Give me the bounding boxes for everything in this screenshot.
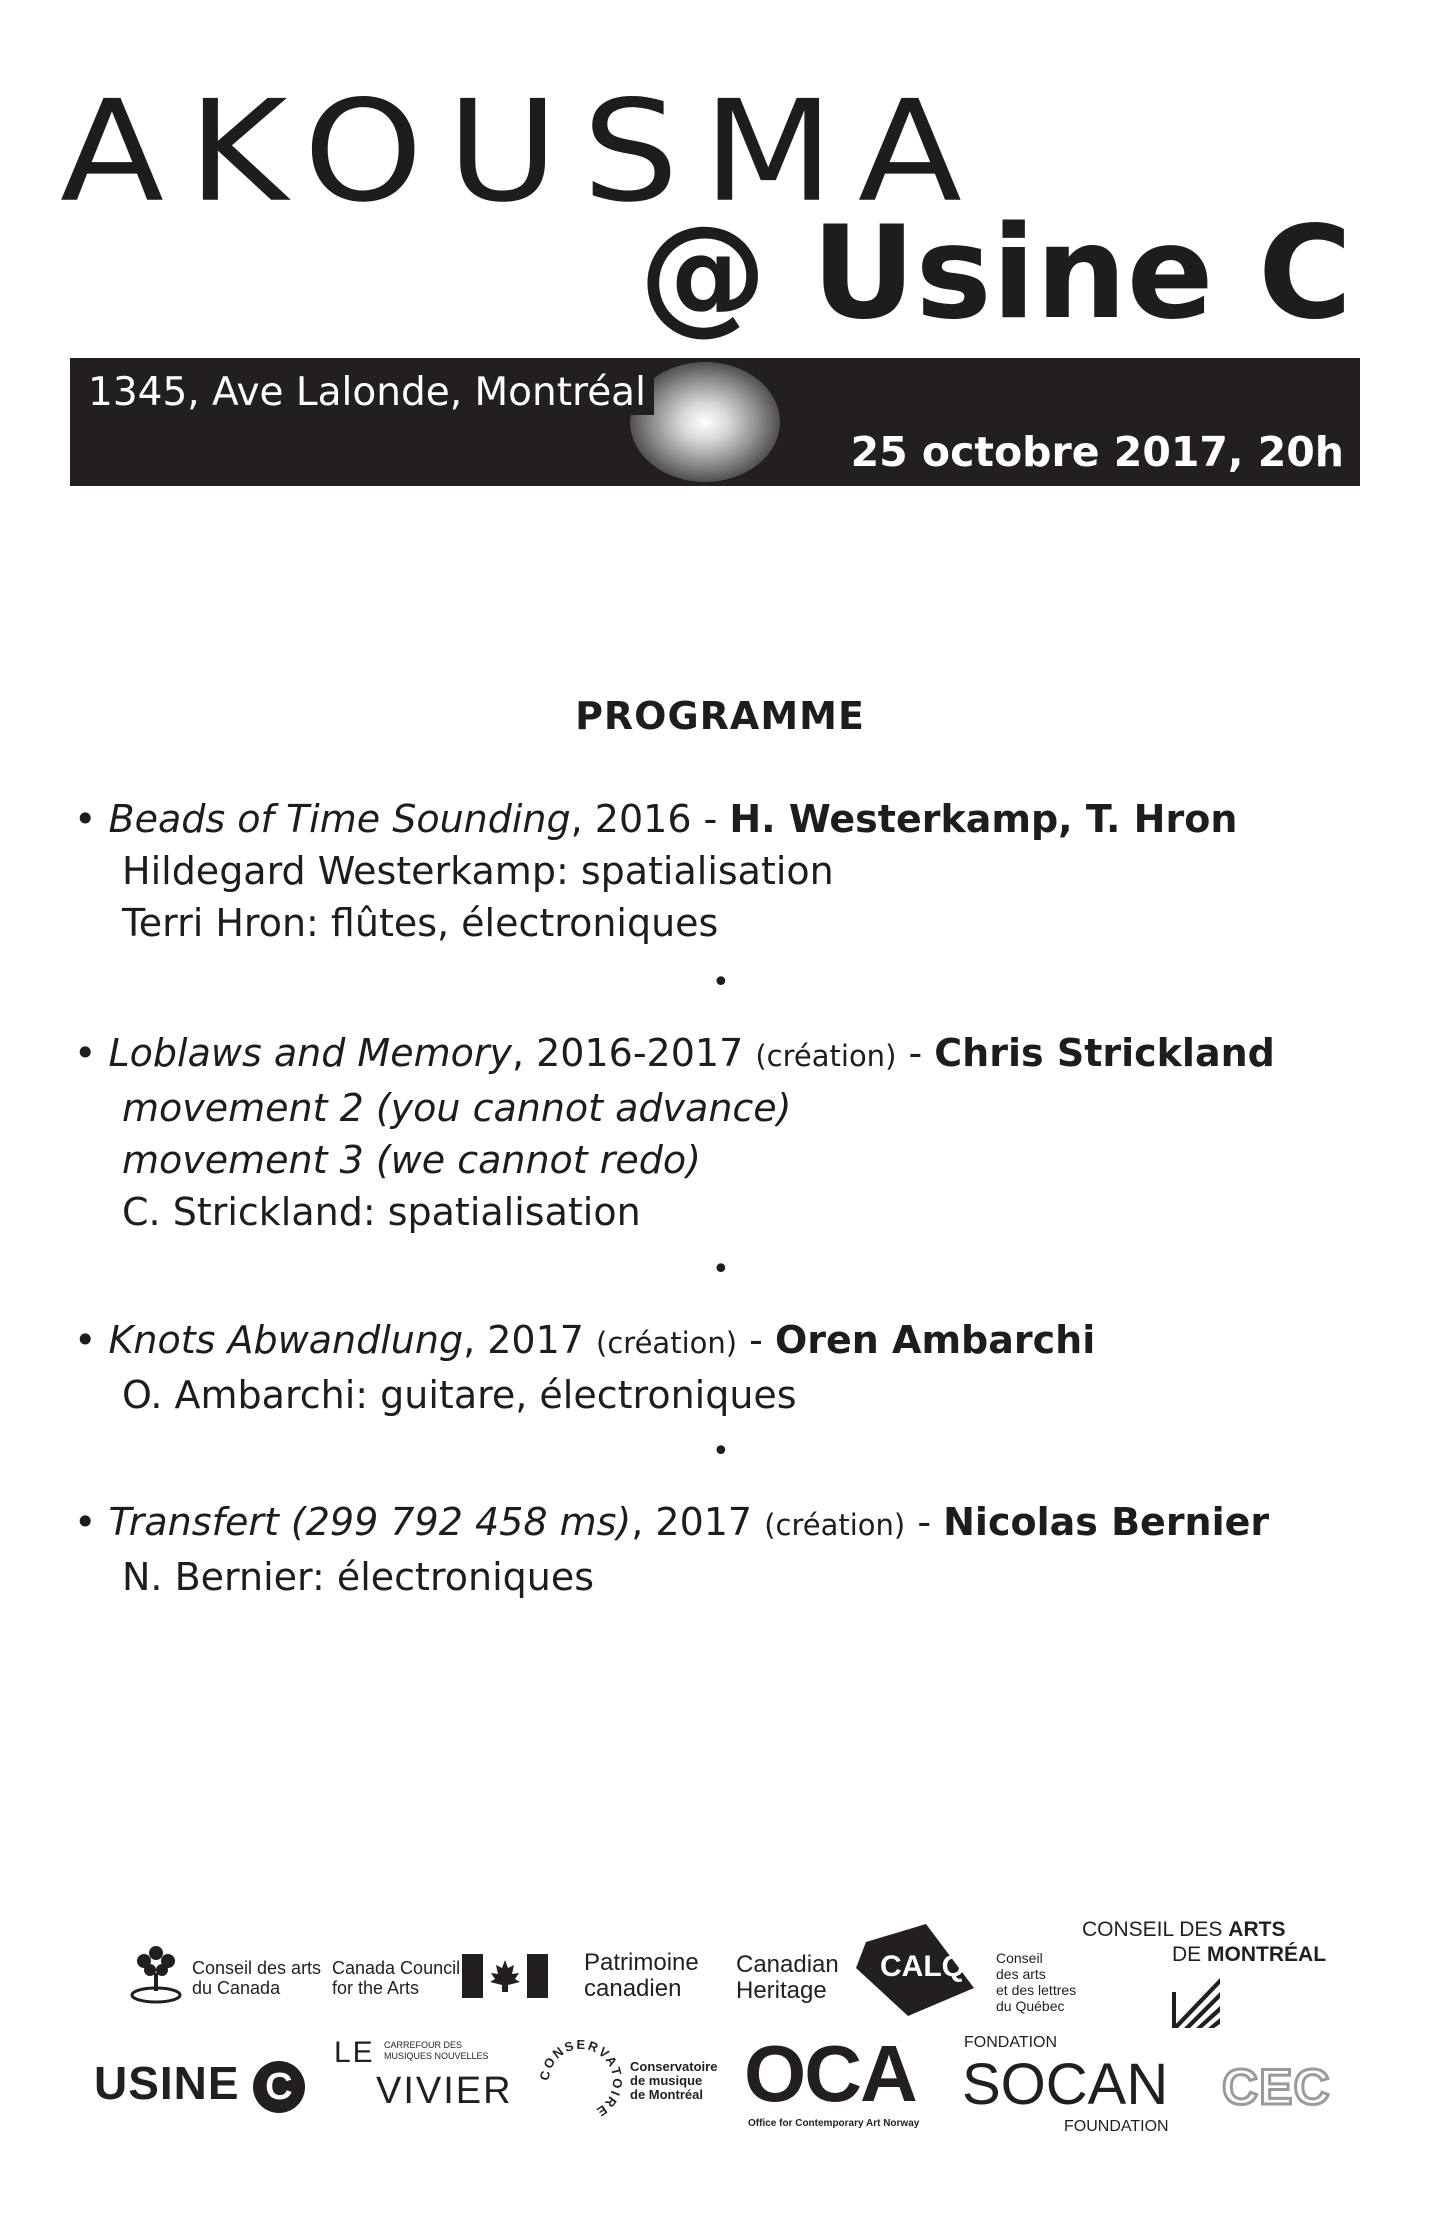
separator-dot: •	[712, 1252, 730, 1287]
event-date: 25 octobre 2017, 20h	[850, 428, 1344, 476]
venue-title: @ Usine C	[639, 199, 1352, 348]
conservatoire-line: Conservatoire	[630, 2059, 718, 2074]
premiere-note: (création)	[596, 1326, 738, 1360]
cac-en-text	[332, 1958, 460, 1998]
performer-line: Hildegard Westerkamp: spatialisation	[122, 849, 834, 893]
canada-flag-icon	[462, 1954, 548, 1998]
artist-name: H. Westerkamp, T. Hron	[729, 797, 1238, 841]
heritage-line: Heritage	[736, 1977, 827, 2004]
dash: -	[691, 797, 730, 841]
separator-dot: •	[712, 1434, 730, 1469]
work-year: , 2016-2017	[511, 1031, 744, 1075]
socan-logo: SOCAN	[962, 2052, 1169, 2117]
dash: -	[737, 1318, 775, 1362]
calq-text	[996, 1950, 1076, 2014]
programme-item	[74, 1496, 1394, 1603]
performer-line: O. Ambarchi: guitare, électroniques	[122, 1373, 797, 1417]
calq-line: du Québec	[996, 1998, 1065, 2014]
oca-logo: OCA	[744, 2029, 916, 2118]
usine-c-circle: C	[253, 2061, 305, 2113]
performer-line: Terri Hron: flûtes, électroniques	[122, 901, 719, 945]
heritage-text	[736, 1952, 839, 2004]
artist-name: Nicolas Bernier	[943, 1500, 1270, 1544]
performer-line: N. Bernier: électroniques	[122, 1555, 595, 1599]
work-title: Loblaws and Memory	[108, 1031, 512, 1075]
cam-arts: ARTS	[1228, 1918, 1286, 1941]
vivier-small-line: CARREFOUR DES	[384, 2040, 463, 2050]
work-year: , 2017	[631, 1500, 753, 1544]
vivier-le: LE	[334, 2036, 375, 2069]
vivier-word: VIVIER	[376, 2070, 513, 2112]
work-year: , 2016	[570, 797, 692, 841]
vivier-small	[384, 2040, 489, 2062]
address: 1345, Ave Lalonde, Montréal	[88, 370, 654, 415]
cac-en-line: Canada Council	[332, 1958, 461, 1978]
socan-bottom: FOUNDATION	[1064, 2118, 1169, 2135]
programme-item	[74, 793, 1394, 949]
conservatoire-line: de musique	[630, 2073, 703, 2088]
bullet: •	[74, 1500, 97, 1544]
work-title: Transfert (299 792 458 ms)	[108, 1500, 632, 1544]
cac-tree-logo	[128, 1943, 184, 2005]
conservatoire-text	[630, 2060, 717, 2102]
artist-name: Oren Ambarchi	[774, 1318, 1096, 1362]
calq-label: CALQ	[880, 1950, 965, 1983]
cam-top: CONSEIL DES	[1082, 1918, 1223, 1941]
work-title: Beads of Time Sounding	[108, 797, 571, 841]
usine-c-logo	[94, 2056, 305, 2113]
cam-mtl: MONTRÉAL	[1207, 1943, 1327, 1966]
cam-de: DE	[1172, 1943, 1202, 1966]
bullet: •	[74, 1031, 97, 1075]
oca-sub: Office for Contemporary Art Norway	[748, 2118, 920, 2129]
calq-line: et des lettres	[996, 1982, 1077, 1998]
cac-en-line: for the Arts	[332, 1978, 420, 1998]
programme-item	[74, 1027, 1394, 1238]
work-title: Knots Abwandlung	[108, 1318, 464, 1362]
dash: -	[905, 1500, 944, 1544]
svg-text:CONSERVATOIRE	[537, 2037, 626, 2121]
calq-line: des arts	[996, 1966, 1046, 1982]
conservatoire-ring-text: CONSERVATOIRE	[536, 2036, 626, 2121]
conservatoire-line: de Montréal	[630, 2087, 703, 2102]
separator-dot: •	[712, 965, 730, 1000]
bullet: •	[74, 1318, 97, 1362]
bullet: •	[74, 797, 97, 841]
patrimoine-text	[584, 1950, 699, 2002]
heritage-line: Canadian	[736, 1951, 839, 1978]
movement-line: movement 3 (we cannot redo)	[122, 1138, 701, 1182]
performer-line: C. Strickland: spatialisation	[122, 1190, 641, 1234]
premiere-note: (création)	[755, 1039, 897, 1073]
conservatoire-ring-logo	[536, 2036, 626, 2126]
programme-title: PROGRAMME	[575, 694, 865, 738]
cac-fr-text	[192, 1958, 321, 1998]
artist-name: Chris Strickland	[934, 1031, 1275, 1075]
cac-fr-line: du Canada	[192, 1978, 281, 1998]
patrimoine-line: Patrimoine	[584, 1949, 699, 1976]
premiere-note: (création)	[764, 1508, 906, 1542]
patrimoine-line: canadien	[584, 1975, 682, 2002]
usine-c-word: USINE	[94, 2057, 240, 2109]
vivier-small-line: MUSIQUES NOUVELLES	[384, 2051, 489, 2061]
event-title: AKOUSMA	[60, 70, 986, 233]
cam-line-2	[1172, 1943, 1326, 1967]
movement-line: movement 2 (you cannot advance)	[122, 1086, 792, 1130]
cac-fr-line: Conseil des arts	[192, 1958, 322, 1978]
info-band	[70, 358, 1360, 486]
cec-logo: CEC	[1222, 2059, 1331, 2115]
dash: -	[896, 1031, 935, 1075]
calq-line: Conseil	[996, 1950, 1043, 1966]
cam-rays-icon	[1172, 1978, 1220, 2028]
programme-item	[74, 1314, 1394, 1421]
socan-top: FONDATION	[964, 2034, 1058, 2051]
work-year: , 2017	[463, 1318, 584, 1362]
cam-line-1	[1082, 1918, 1285, 1942]
